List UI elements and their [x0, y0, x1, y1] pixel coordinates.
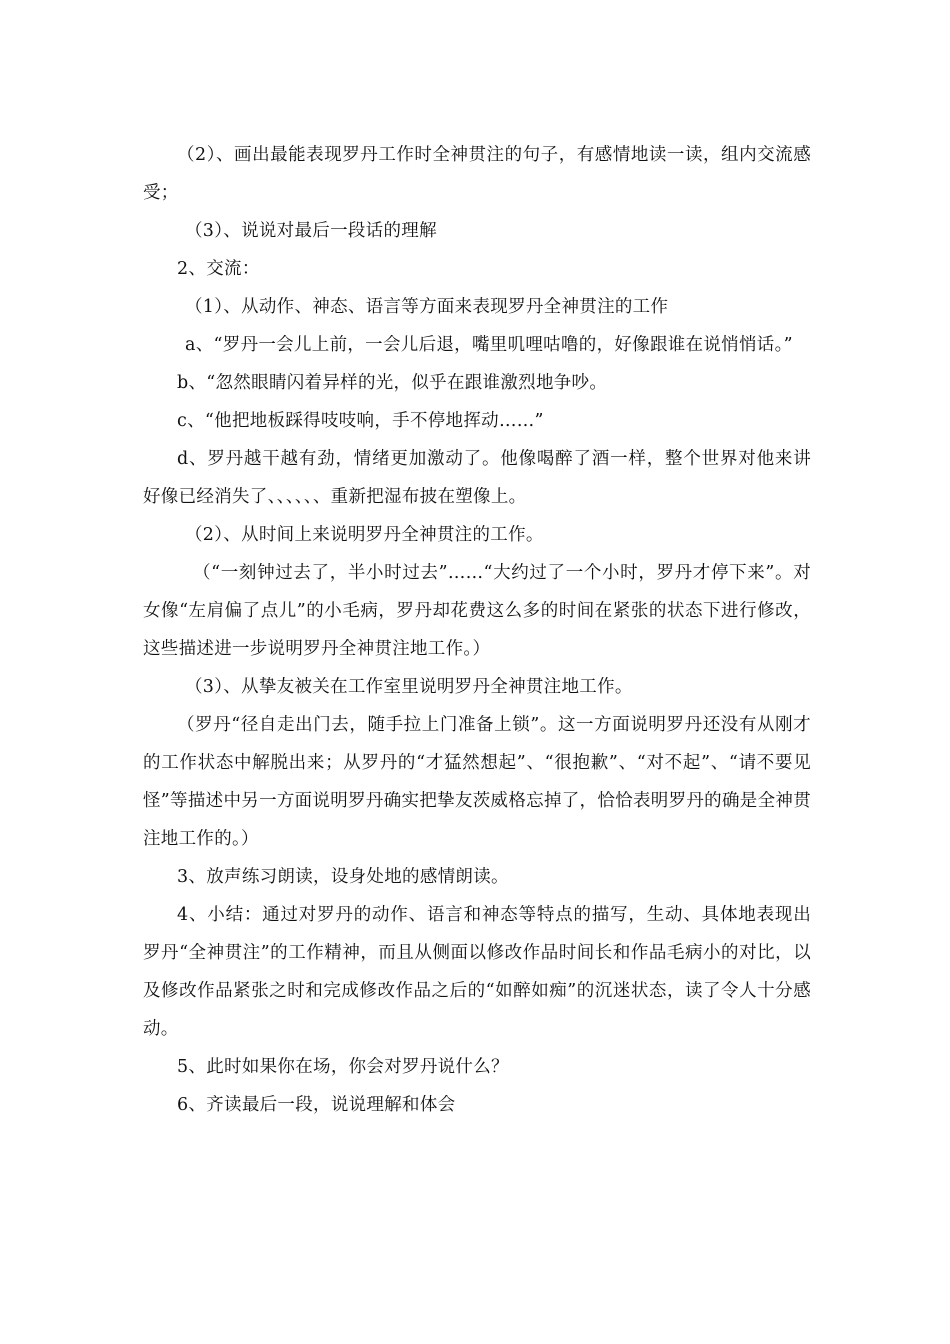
paragraph: （2）、画出最能表现罗丹工作时全神贯注的句子，有感情地读一读，组内交流感受； [143, 145, 811, 203]
paragraph: 4、小结：通过对罗丹的动作、语言和神态等特点的描写，生动、具体地表现出罗丹“全神贯注”的工作精神，而且从侧面以修改作品时间长和作品毛病小的对比，以及修改作品紧张之时和完成修改作品之后的“如醉如痴”的沉迷状态，读了令人十分感动。 [143, 905, 811, 1039]
paragraph: （3）、说说对最后一段话的理解 [185, 221, 437, 241]
document-body [143, 136, 811, 1124]
paragraph: （“一刻钟过去了，半小时过去”……“大约过了一个小时，罗丹才停下来”。对女像“左肩偏了点儿”的小毛病，罗丹却花费这么多的时间在紧张的状态下进行修改，这些描述进一步说明罗丹全神贯注地工作。） [143, 563, 811, 659]
paragraph: b、“忽然眼睛闪着异样的光，似乎在跟谁激烈地争吵。 [177, 373, 608, 393]
paragraph: 6、齐读最后一段，说说理解和体会 [177, 1095, 456, 1115]
paragraph: a、“罗丹一会儿上前，一会儿后退，嘴里叽哩咕噜的，好像跟谁在说悄悄话。” [185, 335, 793, 355]
paragraph: 5、此时如果你在场，你会对罗丹说什么？ [177, 1057, 509, 1077]
paragraph: （罗丹“径自走出门去，随手拉上门准备上锁”。这一方面说明罗丹还没有从刚才的工作状态中解脱出来；从罗丹的“才猛然想起”、“很抱歉”、“对不起”、“请不要见怪”等描述中另一方面说明罗丹确实把挚友茨威格忘掉了，恰恰表明罗丹的确是全神贯注地工作的。） [143, 715, 811, 849]
paragraph: （1）、从动作、神态、语言等方面来表现罗丹全神贯注的工作 [185, 297, 669, 317]
paragraph: （3）、从挚友被关在工作室里说明罗丹全神贯注地工作。 [185, 677, 633, 697]
paragraph: 3、放声练习朗读，设身处地的感情朗读。 [177, 867, 509, 887]
paragraph: d、罗丹越干越有劲，情绪更加激动了。他像喝醉了酒一样，整个世界对他来讲好像已经消失了、、、、、、重新把湿布披在塑像上。 [143, 449, 811, 507]
paragraph: 2、交流： [177, 259, 260, 279]
paragraph: （2）、从时间上来说明罗丹全神贯注的工作。 [185, 525, 544, 545]
paragraph: c、“他把地板踩得吱吱响，手不停地挥动……” [177, 411, 544, 431]
